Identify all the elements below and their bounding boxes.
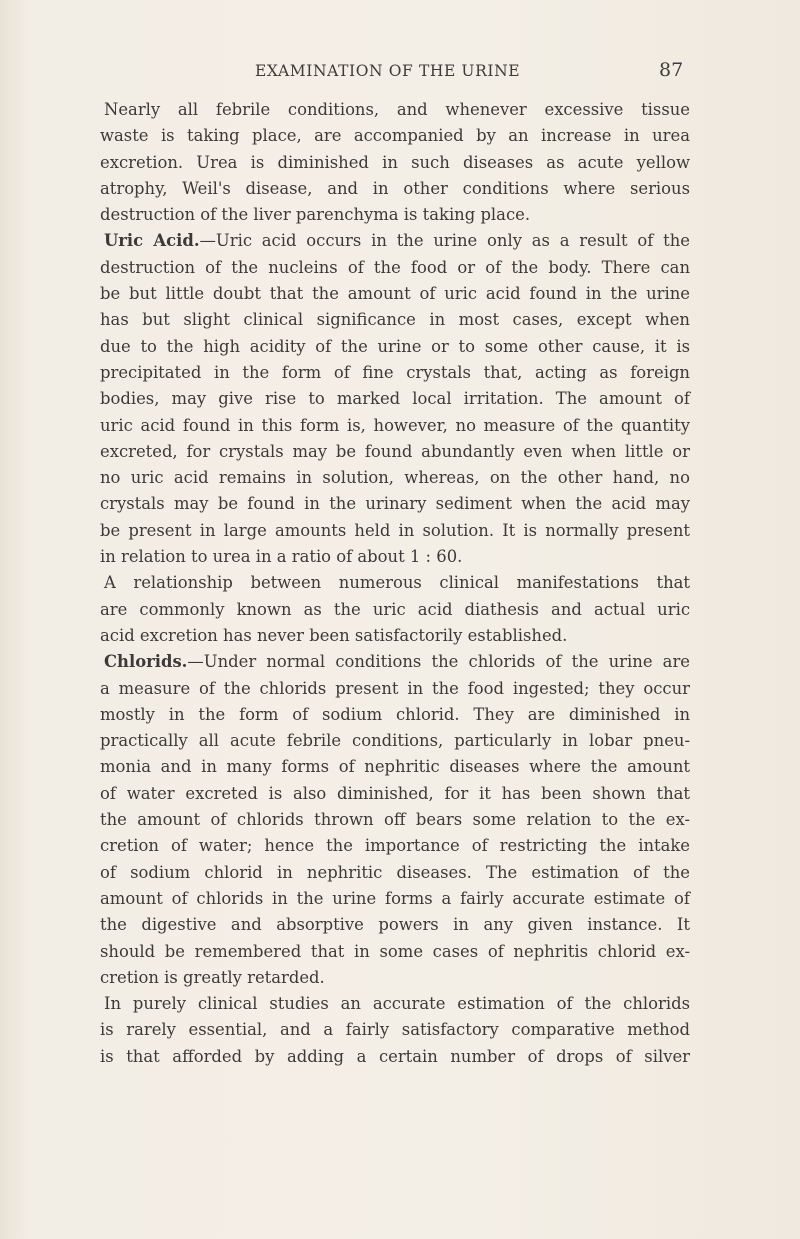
text-line: be present in large amounts held in solution. It is normally present xyxy=(100,520,690,540)
text-line: practically all acute febrile conditions, particularly in lobar pneu- xyxy=(100,731,690,751)
section-heading-uric-acid: Uric Acid. xyxy=(104,231,200,251)
text-line-remainder: —Uric acid occurs in the urine only as a result of the xyxy=(199,231,691,251)
text-line: in relation to urea in a ratio of about 1 : 60. xyxy=(100,547,463,567)
text-line: uric acid found in this form is, however, no measure of the quantity xyxy=(100,415,690,435)
paragraph-uric-acid xyxy=(100,228,690,570)
text-line: are commonly known as the uric acid diathesis and actual uric xyxy=(100,599,690,619)
text-line: cretion of water; hence the importance of restricting the intake xyxy=(100,836,690,856)
text-line: should be remembered that in some cases of nephritis chlorid ex- xyxy=(100,941,690,961)
text-line: amount of chlorids in the urine forms a fairly accurate estimate of xyxy=(100,888,690,908)
text-line: acid excretion has never been satisfactorily established. xyxy=(100,625,568,645)
text-line: excretion. Urea is diminished in such diseases as acute yellow xyxy=(100,152,690,172)
text-line-remainder: —Under normal conditions the chlorids of the urine are xyxy=(187,652,690,672)
text-line: precipitated in the form of fine crystals that, acting as foreign xyxy=(100,362,690,382)
text-line: excreted, for crystals may be found abundantly even when little or xyxy=(100,441,690,461)
text-line: cretion is greatly retarded. xyxy=(100,967,325,987)
page-number: 87 xyxy=(659,59,684,81)
text-line: no uric acid remains in solution, whereas, on the other hand, no xyxy=(100,468,690,488)
text-line: crystals may be found in the urinary sediment when the acid may xyxy=(100,494,690,514)
text-line: be but little doubt that the amount of uric acid found in the urine xyxy=(100,284,690,304)
text-line: is that afforded by adding a certain number of drops of silver xyxy=(100,1046,690,1066)
text-line: the amount of chlorids thrown off bears some relation to the ex- xyxy=(100,810,690,830)
text-line: bodies, may give rise to marked local irritation. The amount of xyxy=(100,389,690,409)
text-line: destruction of the nucleins of the food or of the body. There can xyxy=(100,257,690,277)
paragraph-uric-acid-diathesis xyxy=(100,570,690,649)
paragraph-chlorid-estimation xyxy=(100,991,690,1070)
running-head: EXAMINATION OF THE URINE xyxy=(255,62,521,80)
text-line: a measure of the chlorids present in the food ingested; they occur xyxy=(100,678,690,698)
page-header xyxy=(0,59,800,86)
paragraph-urea-intro xyxy=(100,97,690,228)
section-heading-chlorids: Chlorids. xyxy=(104,652,188,672)
text-line: due to the high acidity of the urine or to some other cause, it is xyxy=(100,336,690,356)
text-line: waste is taking place, are accompanied by an increase in urea xyxy=(100,126,690,146)
paragraph-chlorids xyxy=(100,649,690,991)
text-line: is rarely essential, and a fairly satisfactory comparative method xyxy=(100,1020,690,1040)
text-line: the digestive and absorptive powers in any given instance. It xyxy=(100,915,690,935)
text-line xyxy=(100,228,690,254)
body-text xyxy=(100,97,690,1070)
text-line: mostly in the form of sodium chlorid. They are diminished in xyxy=(100,704,690,724)
text-line: of sodium chlorid in nephritic diseases. The estimation of the xyxy=(100,862,690,882)
text-line: destruction of the liver parenchyma is taking place. xyxy=(100,205,531,225)
text-line: monia and in many forms of nephritic diseases where the amount xyxy=(100,757,690,777)
text-line xyxy=(100,649,690,675)
text-line: A relationship between numerous clinical manifestations that xyxy=(104,573,690,593)
text-line: In purely clinical studies an accurate estimation of the chlorids xyxy=(104,994,690,1014)
text-line: Nearly all febrile conditions, and whenever excessive tissue xyxy=(104,100,690,119)
text-line: has but slight clinical significance in most cases, except when xyxy=(100,310,690,330)
text-line: of water excreted is also diminished, for it has been shown that xyxy=(100,783,690,803)
text-line: atrophy, Weil's disease, and in other conditions where serious xyxy=(100,178,690,198)
